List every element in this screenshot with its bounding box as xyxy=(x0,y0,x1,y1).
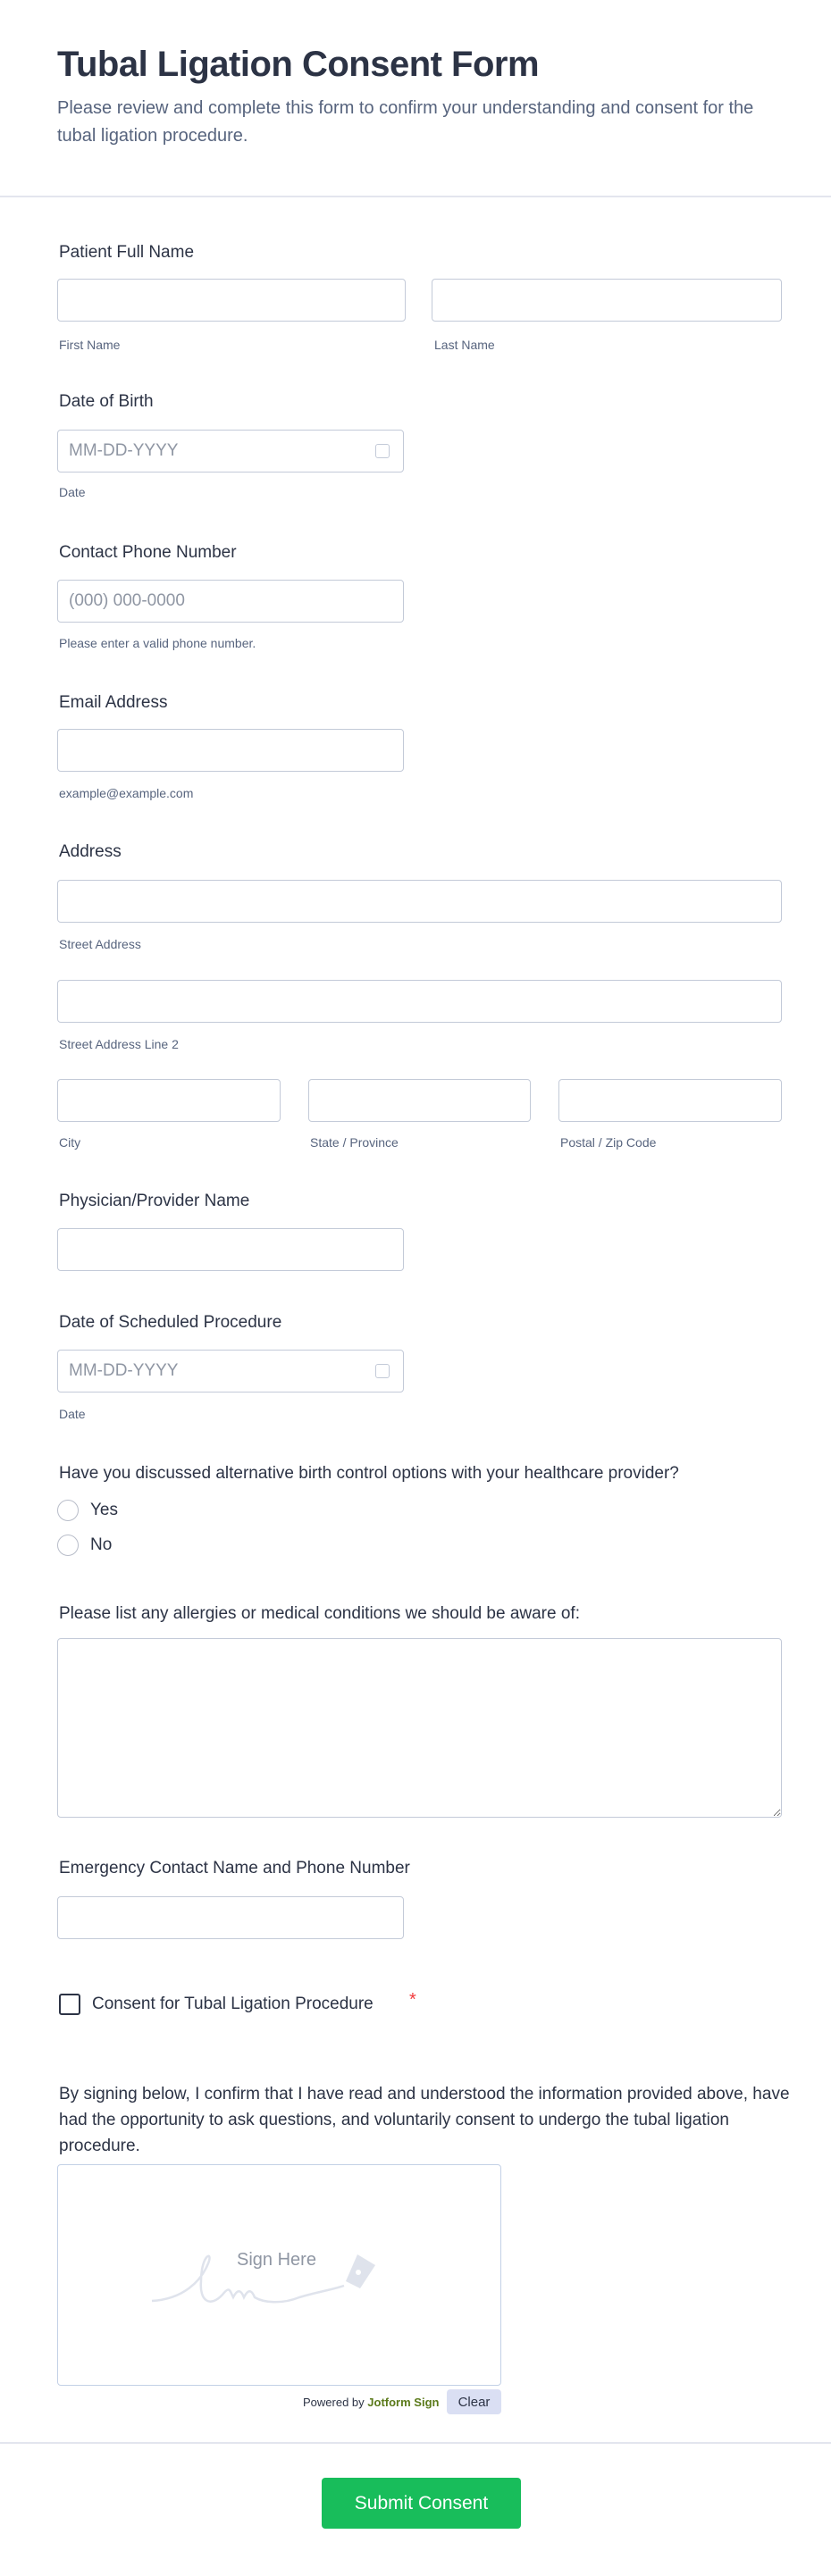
physician-input[interactable] xyxy=(57,1228,404,1271)
footer-divider xyxy=(0,2442,831,2444)
allergies-textarea[interactable] xyxy=(57,1638,782,1818)
state-sublabel: State / Province xyxy=(310,1135,399,1150)
header-divider xyxy=(0,196,831,197)
consent-checkbox[interactable] xyxy=(59,1994,80,2015)
phone-input[interactable] xyxy=(57,580,404,623)
physician-label: Physician/Provider Name xyxy=(59,1192,250,1210)
email-sublabel: example@example.com xyxy=(59,786,194,800)
page-subtitle: Please review and complete this form to confirm your understanding and consent for the tubal ligation procedure. xyxy=(57,98,754,146)
email-label: Email Address xyxy=(59,693,168,712)
calendar-icon[interactable] xyxy=(375,444,390,458)
city-sublabel: City xyxy=(59,1135,81,1150)
procedure-date-input[interactable] xyxy=(57,1350,404,1393)
jotform-sign-link[interactable]: Jotform Sign xyxy=(367,2396,440,2409)
dob-label: Date of Birth xyxy=(59,392,154,411)
required-asterisk: * xyxy=(409,1990,416,2010)
last-name-input[interactable] xyxy=(432,279,782,322)
street-address-2-sublabel: Street Address Line 2 xyxy=(59,1037,179,1051)
state-input[interactable] xyxy=(308,1079,531,1122)
street-address-input[interactable] xyxy=(57,880,782,923)
allergies-label: Please list any allergies or medical conditions we should be aware of: xyxy=(59,1604,580,1623)
option-yes-label[interactable]: Yes xyxy=(90,1501,118,1519)
dob-input[interactable] xyxy=(57,430,404,473)
zip-input[interactable] xyxy=(558,1079,782,1122)
address-label: Address xyxy=(59,842,122,861)
sign-here-placeholder: Sign Here xyxy=(237,2250,316,2270)
powered-by xyxy=(303,2396,439,2409)
signature-label: By signing below, I confirm that I have read and understood the information provided above, have had the opportunity to ask questions, and voluntarily consent to undergo the tubal ligation procedure. xyxy=(59,2085,790,2155)
email-input[interactable] xyxy=(57,729,404,772)
emergency-label: Emergency Contact Name and Phone Number xyxy=(59,1859,410,1878)
phone-label: Contact Phone Number xyxy=(59,543,237,562)
calendar-icon[interactable] xyxy=(375,1364,390,1378)
page-title: Tubal Ligation Consent Form xyxy=(57,45,540,84)
consent-label[interactable]: Consent for Tubal Ligation Procedure xyxy=(92,1995,374,2013)
radio-yes[interactable] xyxy=(57,1500,79,1521)
powered-by-text: Powered by xyxy=(303,2396,365,2409)
name-label: Patient Full Name xyxy=(59,243,195,262)
dob-sublabel: Date xyxy=(59,485,86,499)
last-name-sublabel: Last Name xyxy=(434,338,495,352)
first-name-input[interactable] xyxy=(57,279,406,322)
emergency-input[interactable] xyxy=(57,1896,404,1939)
signature-pen-icon xyxy=(147,2246,407,2308)
radio-no[interactable] xyxy=(57,1535,79,1556)
zip-sublabel: Postal / Zip Code xyxy=(560,1135,657,1150)
first-name-sublabel: First Name xyxy=(59,338,121,352)
street-address-sublabel: Street Address xyxy=(59,937,141,951)
phone-sublabel: Please enter a valid phone number. xyxy=(59,636,256,650)
signature-pad[interactable] xyxy=(57,2164,501,2386)
procedure-date-label: Date of Scheduled Procedure xyxy=(59,1313,282,1332)
clear-signature-button[interactable]: Clear xyxy=(447,2389,501,2414)
city-input[interactable] xyxy=(57,1079,281,1122)
street-address-2-input[interactable] xyxy=(57,980,782,1023)
procedure-date-sublabel: Date xyxy=(59,1407,86,1421)
option-no-label[interactable]: No xyxy=(90,1535,113,1554)
alternatives-label: Have you discussed alternative birth control options with your healthcare provider? xyxy=(59,1464,679,1483)
submit-button[interactable]: Submit Consent xyxy=(322,2478,521,2529)
